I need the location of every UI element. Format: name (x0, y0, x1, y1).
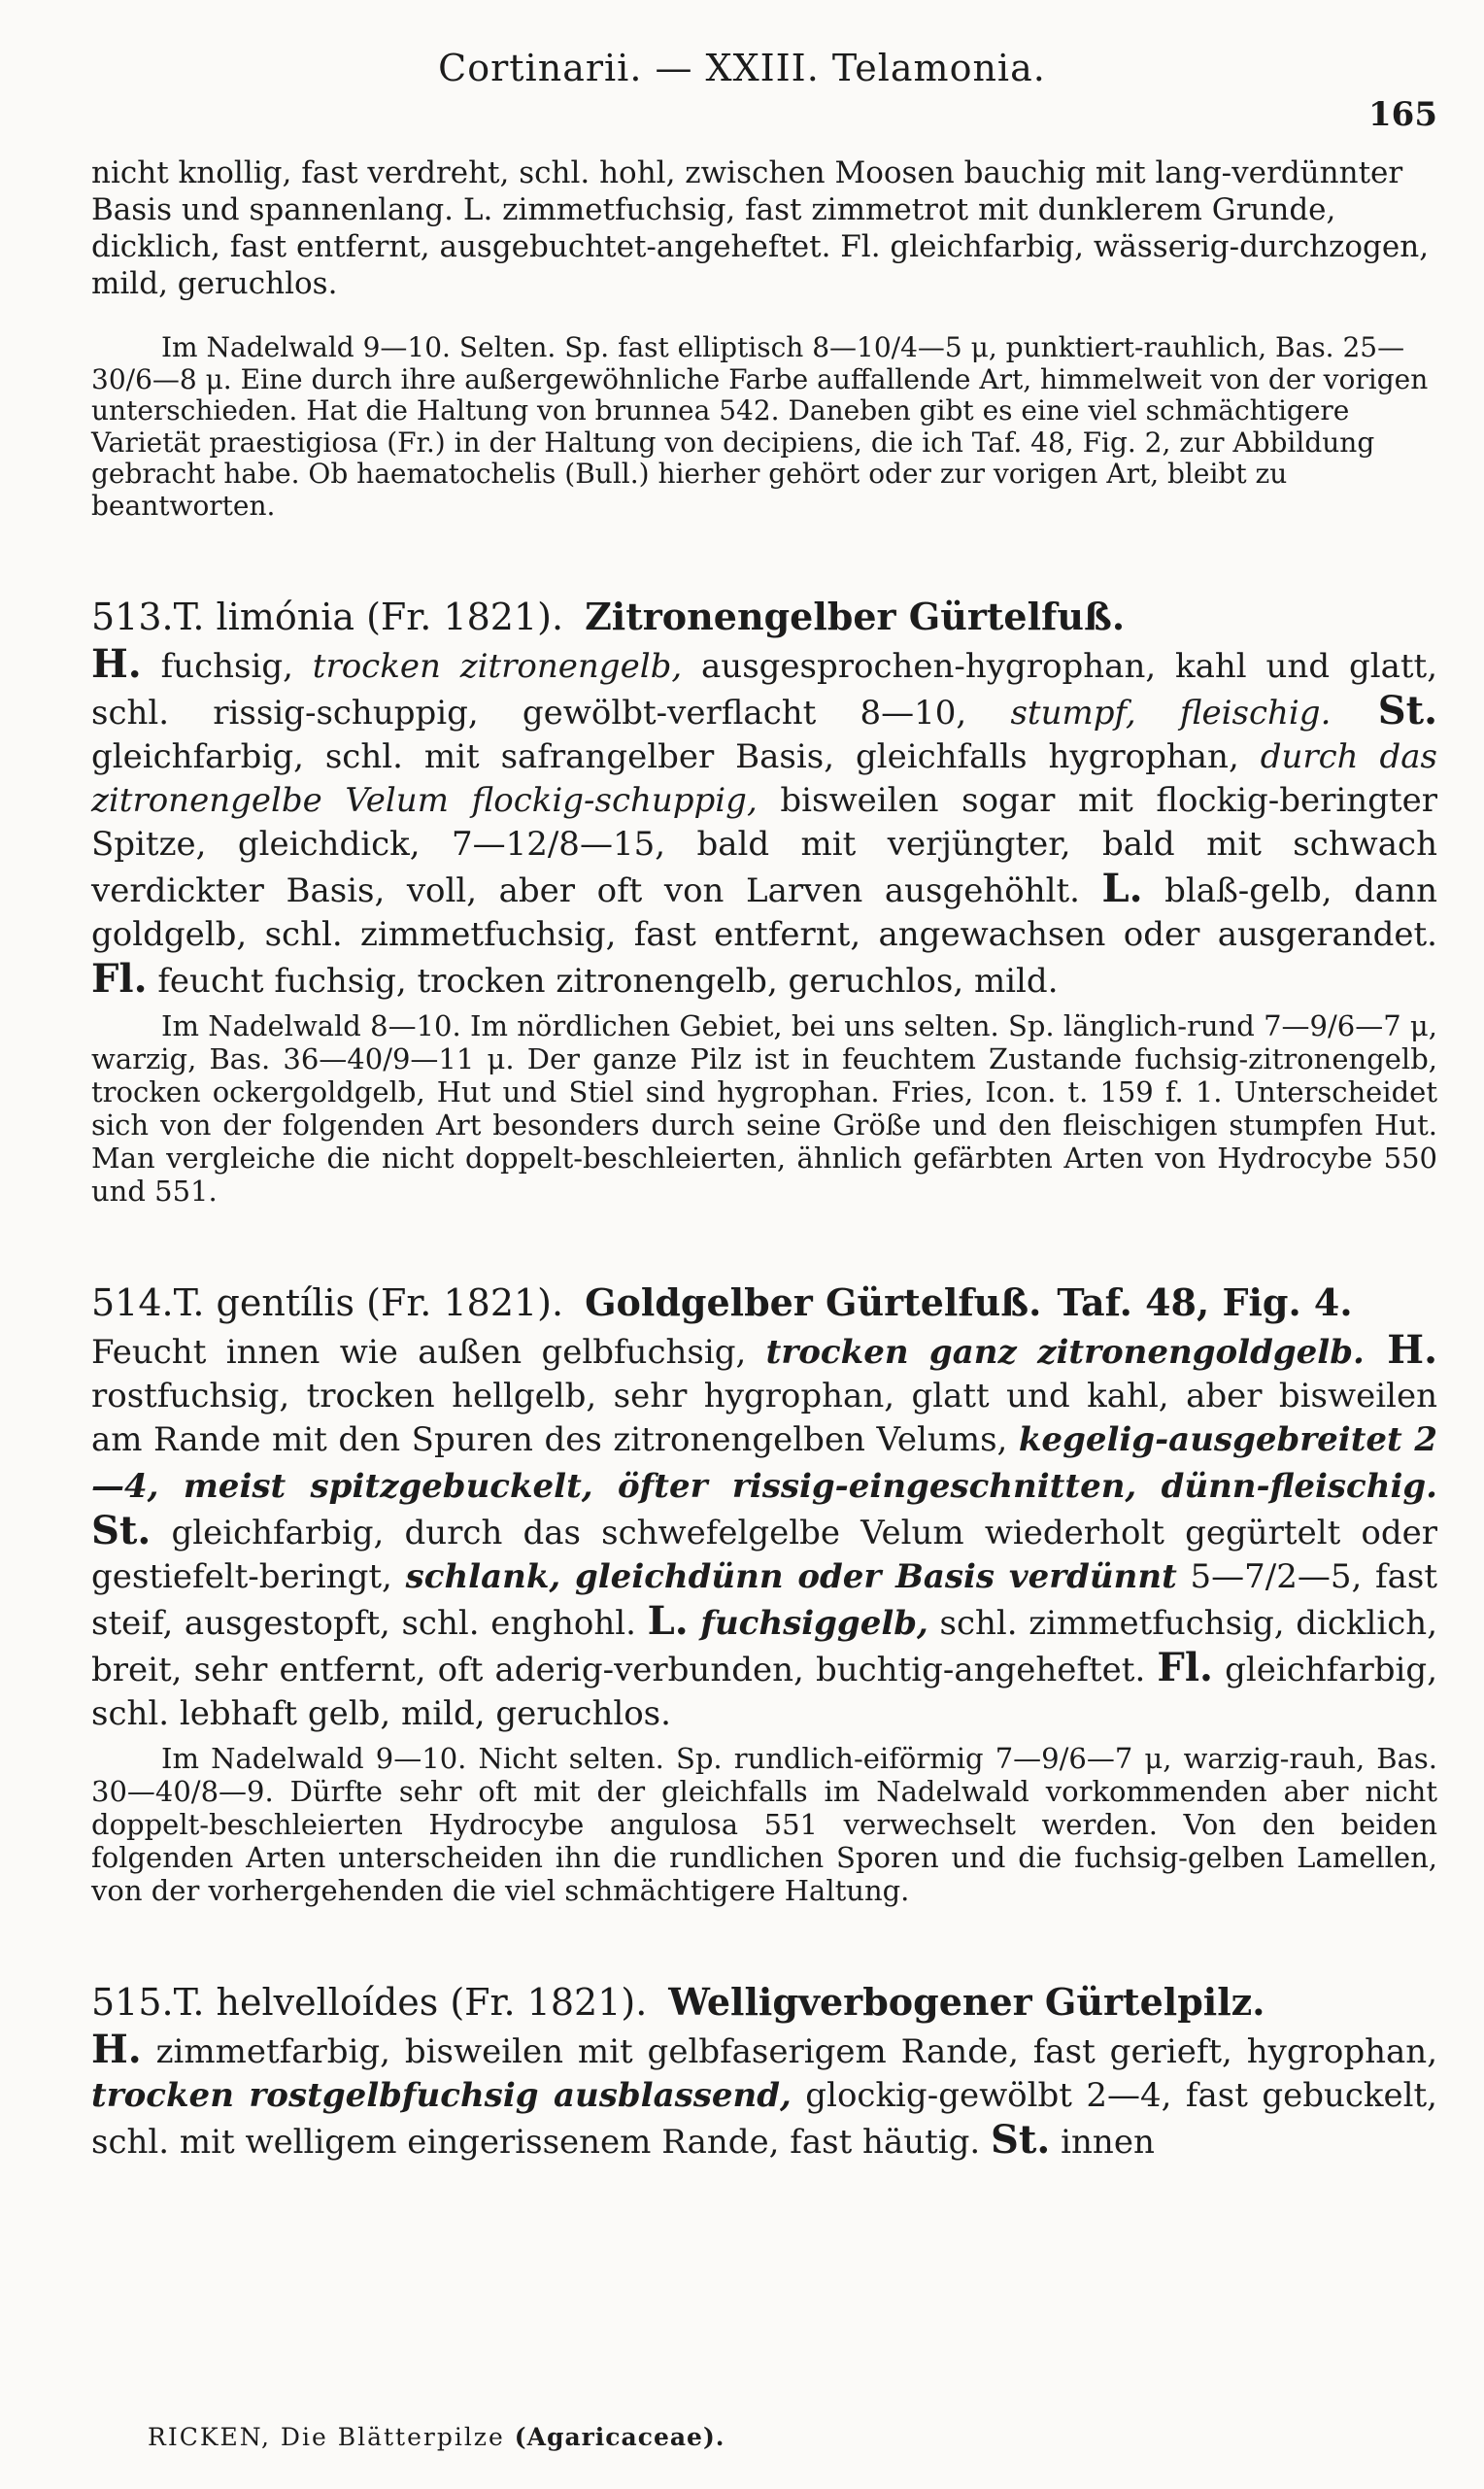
description-text: gleichfarbig, durch das schwefelgelbe Velum wiederholt gegürtelt oder gestiefelt-beringt, (91, 1514, 1437, 1596)
species-description (91, 2028, 1437, 2165)
plate-reference: Taf. 48, Fig. 4. (1057, 1280, 1353, 1324)
description-text: fuchsig, (141, 647, 313, 686)
species-notes: Im Nadelwald 8—10. Im nördlichen Gebiet, bei uns selten. Sp. länglich-rund 7—9/6—7 μ, warzig, Bas. 36—40/9—11 μ. Der ganze Pilz ist in feuchtem Zustande fuchsig-zitronengelb, trocken ockergoldgelb, Hut und Stiel sind hygrophan. Fries, Icon. t. 159 f. 1. Unterscheidet sich von der folgenden Art besonders durch seine Größe und den fleischigen stumpfen Hut. Man vergleiche die nicht doppelt-beschleierten, ähnlich gefärbten Arten von Hydrocybe 550 und 551. (91, 1009, 1437, 1208)
running-head: Cortinarii. — XXIII. Telamonia. (438, 47, 1046, 89)
entry-number: 515. (91, 1981, 174, 2024)
feature-keyword: H. (1364, 1327, 1437, 1373)
feature-keyword: Fl. (91, 956, 148, 1002)
feature-keyword: St. (91, 1508, 152, 1553)
entry-heading (91, 594, 1437, 640)
feature-keyword: H. (91, 2027, 142, 2072)
feature-keyword: Fl. (1157, 1645, 1213, 1690)
emphasis-text: trocken rostgelbfuchsig ausblassend, (91, 2076, 792, 2115)
common-name: Zitronengelber Gürtelfuß. (585, 595, 1126, 638)
page-content (91, 124, 1437, 2165)
entry-heading (91, 1979, 1437, 2026)
description-text: glockig-gewölbt 2—4, fast gebuckelt, schl. mit welligem eingerissenem Rande, fast häutig. (91, 2076, 1437, 2162)
description-text: Feucht innen wie außen gelbfuchsig, (91, 1333, 766, 1372)
emphasis-text: stumpf, fleischig. (1010, 694, 1332, 733)
description-text: schl. zimmetfuchsig, dicklich, breit, sehr entfernt, oft aderig-verbunden, buchtig-angeheftet. (91, 1604, 1438, 1689)
emphasis-text: kegelig-ausgebreitet 2—4, meist spitzgebuckelt, öfter rissig-eingeschnitten, dünn-fleischig. (91, 1420, 1437, 1506)
description-text: bisweilen sogar mit flockig-beringter Spitze, gleichdick, 7—12/8—15, bald mit verjüngter, bald mit schwach verdickter Basis, voll, aber oft von Larven ausgehöhlt. (91, 781, 1437, 910)
species-name: T. helvelloídes (Fr. 1821). (173, 1981, 648, 2024)
emphasis-text: schlank, gleichdünn oder Basis verdünnt (405, 1557, 1177, 1596)
feature-keyword: L. (647, 1598, 689, 1644)
species-entry-515 (91, 1979, 1437, 2165)
common-name: Welligverbogener Gürtelpilz. (668, 1980, 1265, 2024)
continued-notes: Im Nadelwald 9—10. Selten. Sp. fast elliptisch 8—10/4—5 μ, punktiert-rauhlich, Bas. 25—30/6—8 μ. Eine durch ihre außergewöhnliche Farbe auffallende Art, himmelweit von der vorigen unterschieden. Hat die Haltung von brunnea 542. Daneben gibt es eine viel schmächtigere Varietät praestigiosa (Fr.) in der Haltung von decipiens, die ich Taf. 48, Fig. 2, zur Abbildung gebracht habe. Ob haematochelis (Bull.) hierher gehört oder zur vorigen Art, bleibt zu beantworten. (91, 331, 1429, 522)
feature-keyword: H. (91, 641, 142, 687)
species-description (91, 642, 1437, 1004)
emphasis-text: durch das zitronengelbe Velum flockig-schuppig, (91, 737, 1437, 820)
species-entry-514 (91, 1279, 1437, 1907)
emphasis-text: fuchsiggelb, (688, 1604, 928, 1643)
entry-number: 514. (91, 1281, 174, 1324)
footer-author-title: RICKEN, Die Blätterpilze (148, 2423, 505, 2451)
feature-keyword: St. (991, 2117, 1051, 2163)
common-name: Goldgelber Gürtelfuß. (585, 1280, 1042, 1324)
page-number: 165 (1368, 95, 1437, 134)
description-text: feucht fuchsig, trocken zitronengelb, geruchlos, mild. (147, 962, 1059, 1001)
emphasis-text: trocken ganz zitronengoldgelb. (765, 1333, 1365, 1372)
description-text: gleichfarbig, schl. lebhaft gelb, mild, geruchlos. (91, 1651, 1437, 1733)
feature-keyword: L. (1101, 866, 1143, 911)
entry-heading (91, 1279, 1437, 1326)
entry-number: 513. (91, 596, 174, 638)
page-footer (148, 2423, 725, 2451)
description-text: blaß-gelb, dann goldgelb, schl. zimmetfuchsig, fast entfernt, angewachsen oder ausgerandet. (91, 871, 1437, 954)
description-text: gleichfarbig, schl. mit safrangelber Basis, gleichfalls hygrophan, (91, 737, 1261, 776)
species-entry-513 (91, 594, 1437, 1208)
species-name: T. gentílis (Fr. 1821). (173, 1281, 564, 1324)
description-text: rostfuchsig, trocken hellgelb, sehr hygrophan, glatt und kahl, aber bisweilen am Rande mit den Spuren des zitronengelben Velums, (91, 1377, 1437, 1459)
emphasis-text: trocken zitronengelb, (312, 647, 683, 686)
species-description (91, 1328, 1437, 1736)
species-name: T. limónia (Fr. 1821). (173, 596, 564, 638)
footer-subtitle: (Agaricaceae). (514, 2423, 725, 2451)
description-text: ausgesprochen-hygrophan, kahl und glatt, schl. rissig-schuppig, gewölbt-verflacht 8—10, (91, 647, 1438, 733)
description-text: zimmetfarbig, bisweilen mit gelbfaserigem Rande, fast gerieft, hygrophan, (141, 2032, 1437, 2071)
continued-description: nicht knollig, fast verdreht, schl. hohl, zwischen Moosen bauchig mit lang-verdünnter Basis und spannenlang. L. zimmetfuchsig, fast zimmetrot mit dunklerem Grunde, dicklich, fast entfernt, ausgebuchtet-angeheftet. Fl. gleichfarbig, wässerig-durchzogen, mild, geruchlos. (91, 155, 1430, 301)
feature-keyword: St. (1331, 688, 1438, 733)
species-notes: Im Nadelwald 9—10. Nicht selten. Sp. rundlich-eiförmig 7—9/6—7 μ, warzig-rauh, Bas. 30—40/8—9. Dürfte sehr oft mit der gleichfalls im Nadelwald vorkommenden aber nicht doppelt-beschleierten Hydrocybe angulosa 551 verwechselt werden. Von den beiden folgenden Arten unterscheiden ihn die rundlichen Sporen und die fuchsig-gelben Lamellen, von der vorhergehenden die viel schmächtigere Haltung. (91, 1742, 1437, 1907)
description-text: 5—7/2—5, fast steif, ausgestopft, schl. enghohl. (91, 1557, 1438, 1643)
description-text: innen (1050, 2123, 1155, 2162)
